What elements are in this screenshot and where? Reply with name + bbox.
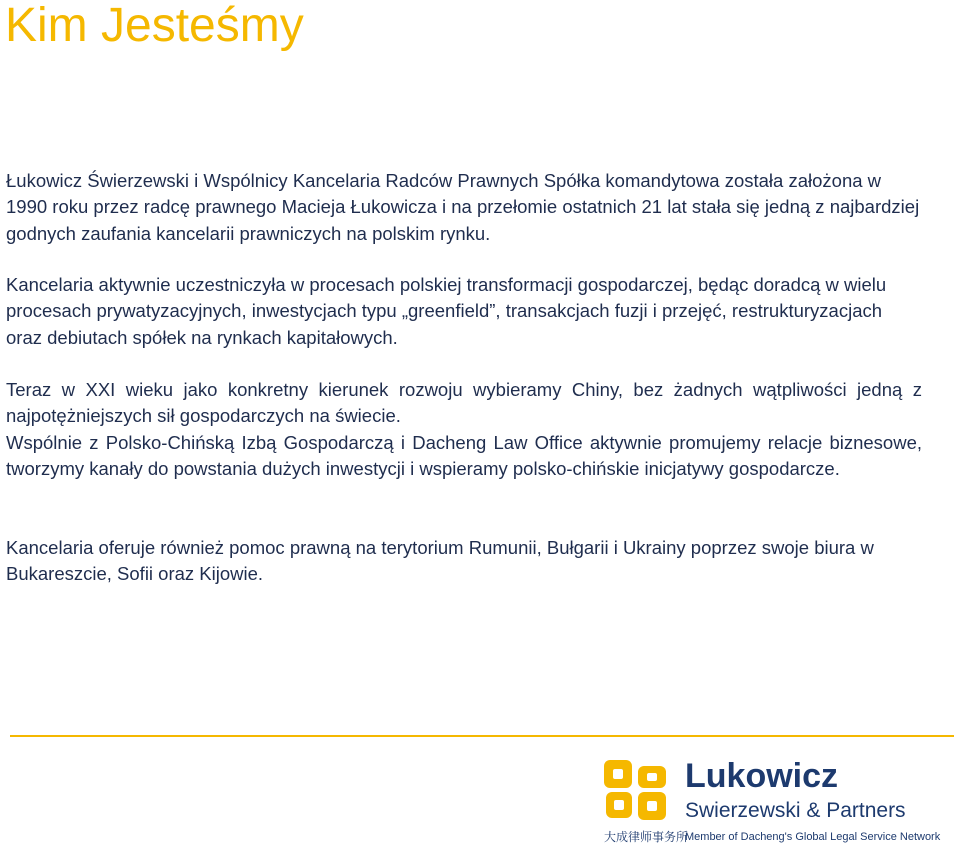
- divider-line: [10, 735, 954, 737]
- logo-subtitle: Swierzewski & Partners: [685, 799, 906, 822]
- paragraph-transformation: Kancelaria aktywnie uczestniczyła w procesach polskiej transformacji gospodarczej, będąc doradcą w wielu procesach prywatyzacyjnych, inwestycjach typu „greenfield”, transakcjach fuzji i przejęć, restrukturyzacjach oraz debiutach spółek na rynkach kapitałowych.: [6, 274, 887, 348]
- page-title: Kim Jesteśmy: [5, 0, 304, 52]
- logo-name: Lukowicz: [685, 757, 839, 795]
- paragraph-china: Teraz w XXI wieku jako konkretny kierunek rozwoju wybieramy Chiny, bez żadnych wątpliwości jedną z najpotężniejszych sił gospodarczych na świecie.: [6, 379, 922, 427]
- logo-mark-icon: [604, 760, 668, 827]
- logo-chinese-name: 大成律师事务所: [604, 830, 689, 844]
- paragraph-history: Łukowicz Świerzewski i Wspólnicy Kancelaria Radców Prawnych Spółka komandytowa została założona w 1990 roku przez radcę prawnego Macieja Łukowicza i na przełomie ostatnich 21 lat stała się jedną z najbardziej godnych zaufania kancelarii prawniczych na polskim rynku.: [6, 170, 920, 244]
- paragraph-offices: Kancelaria oferuje również pomoc prawną na terytorium Rumunii, Bułgarii i Ukrainy poprzez swoje biura w Bukareszcie, Sofii oraz Kijowie.: [6, 537, 874, 585]
- logo-member-tagline: Member of Dacheng's Global Legal Service Network: [685, 831, 941, 843]
- paragraph-cooperation: Wspólnie z Polsko-Chińską Izbą Gospodarczą i Dacheng Law Office aktywnie promujemy relacje biznesowe, tworzymy kanały do powstania dużych inwestycji i wspieramy polsko-chińskie inicjatywy gospodarcze.: [6, 432, 922, 480]
